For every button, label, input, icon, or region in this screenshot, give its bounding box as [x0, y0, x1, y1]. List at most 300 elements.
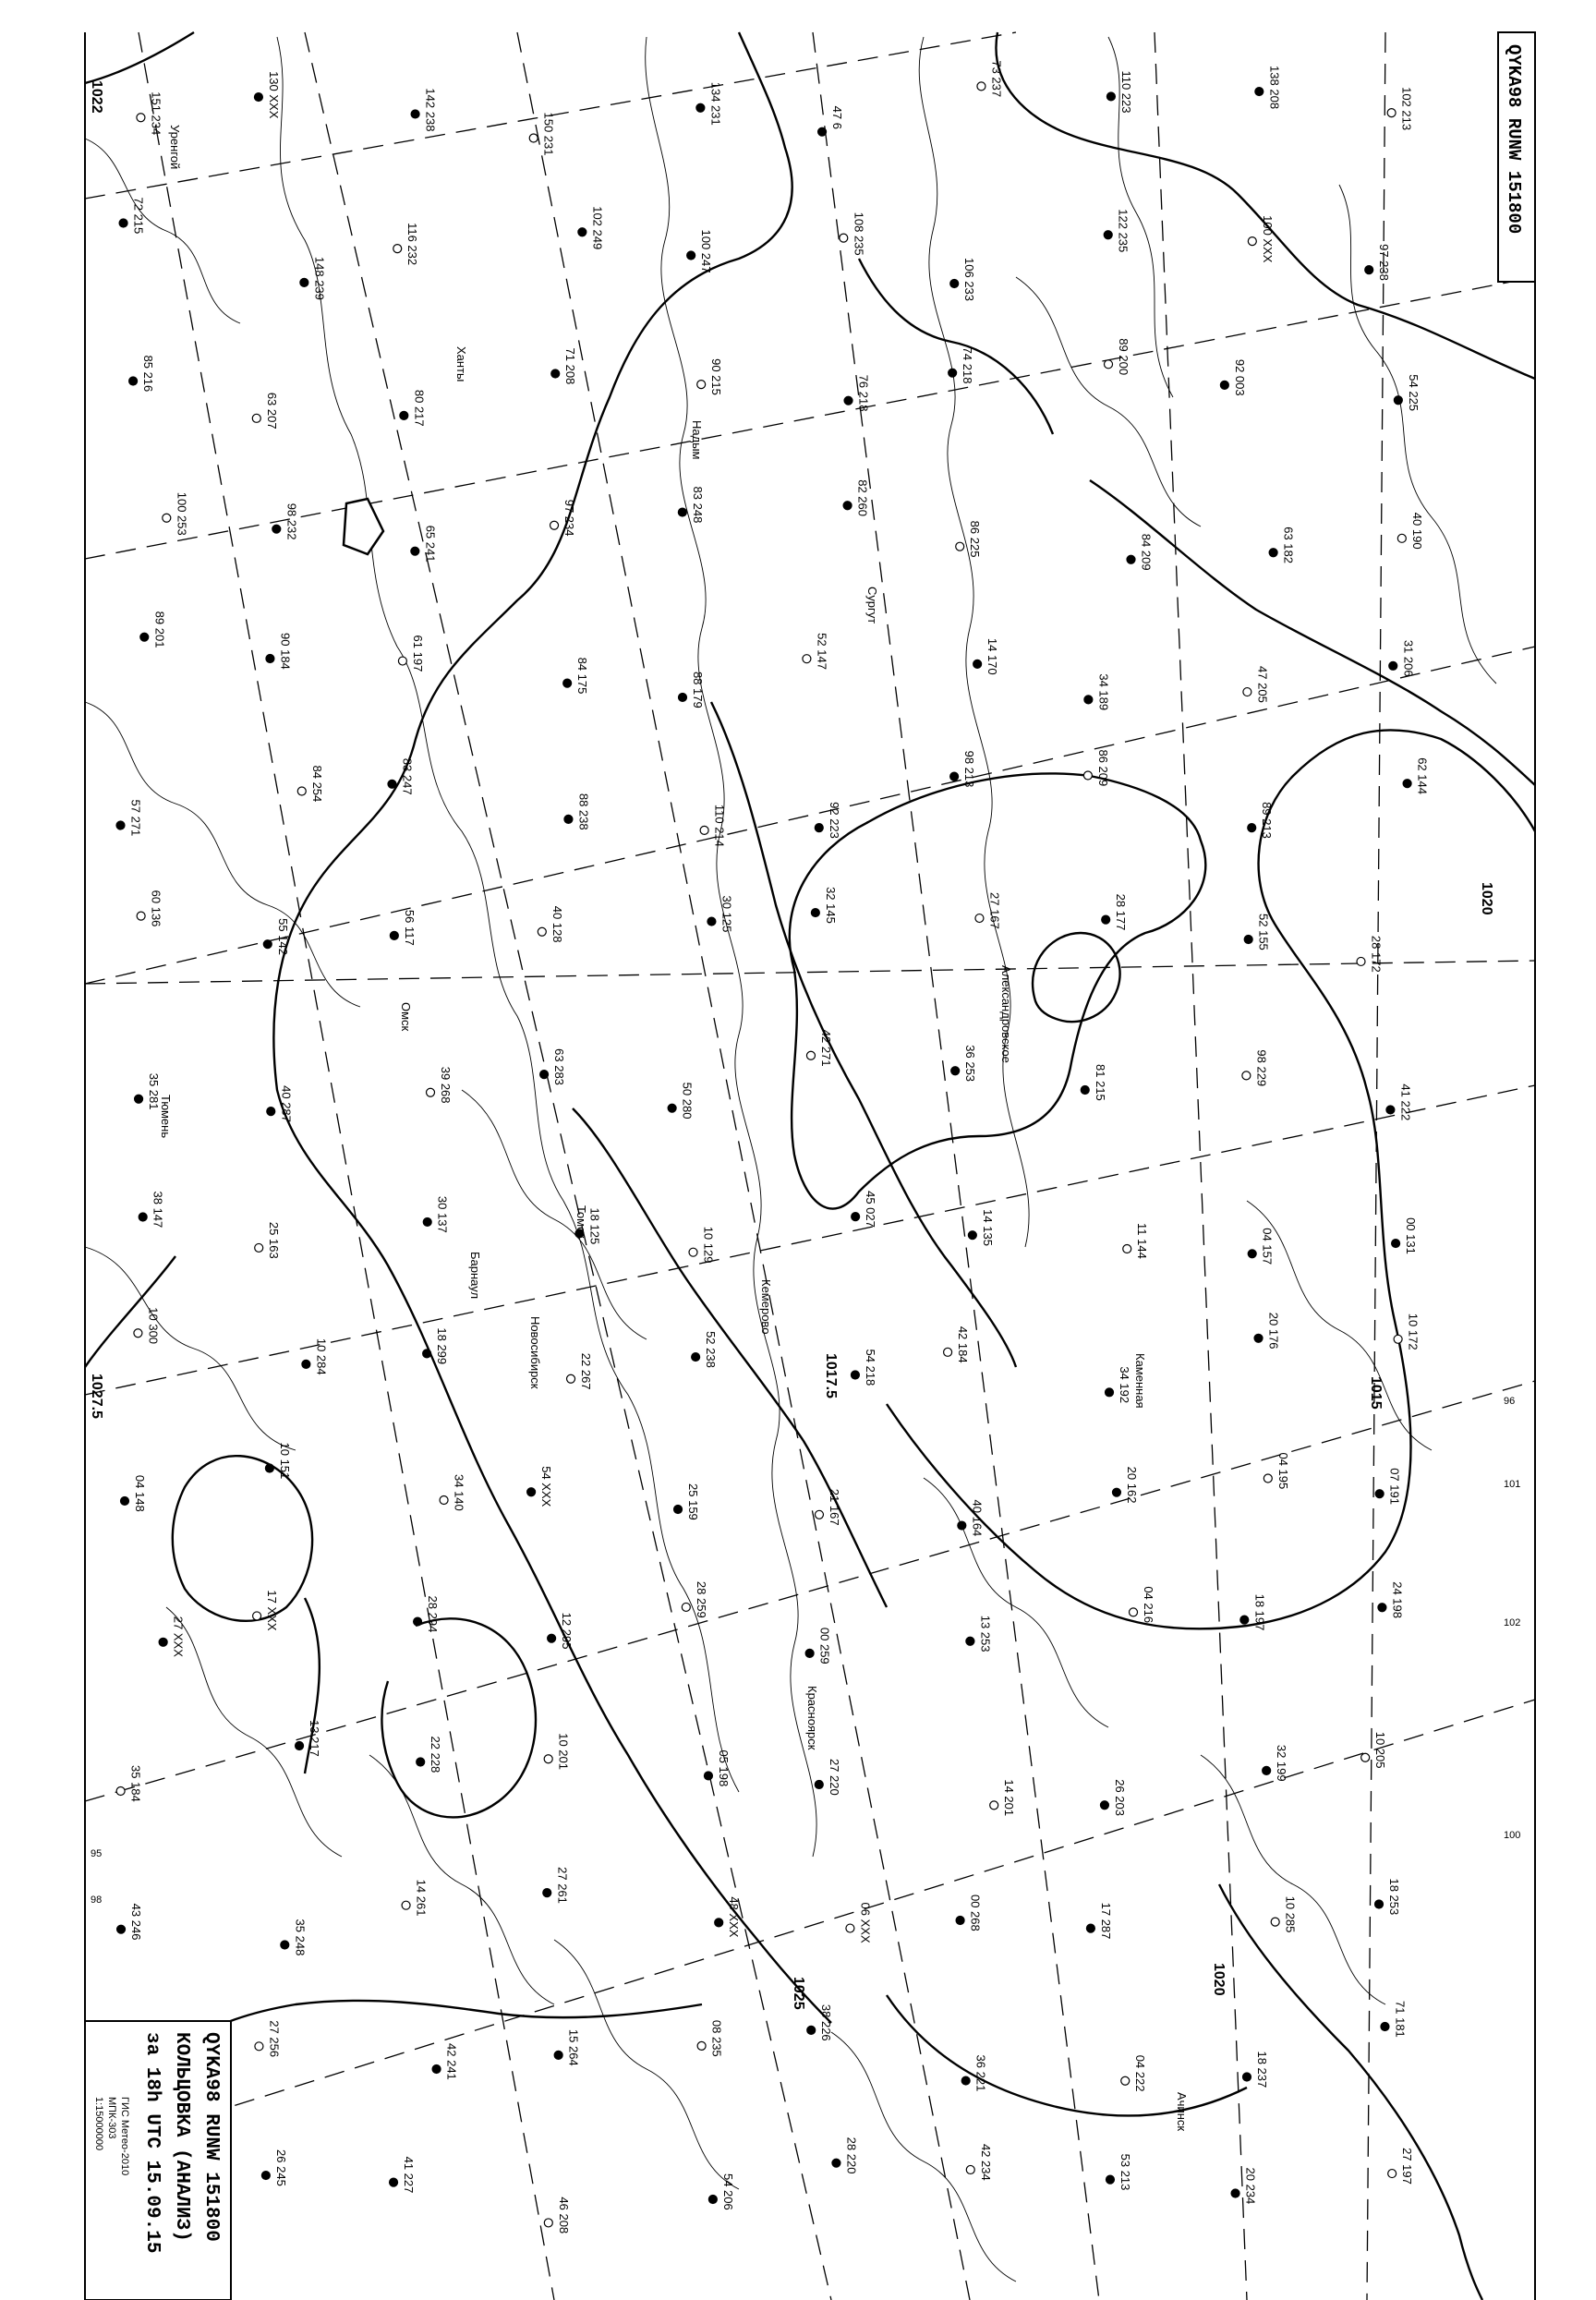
station-dot: [1123, 1245, 1131, 1253]
station-dot: [398, 657, 406, 665]
station-dot: [1357, 957, 1365, 965]
station-dot: [255, 2042, 263, 2051]
station-dot: [843, 502, 852, 510]
station-code: 84 209: [1139, 533, 1154, 571]
station-dot: [704, 1772, 712, 1780]
station-dot: [543, 1889, 551, 1897]
station-dot: [1086, 1924, 1094, 1932]
station-code: 11 144: [1135, 1223, 1150, 1259]
station-code: 148 239: [312, 256, 327, 300]
station-code: 31 206: [1401, 639, 1416, 677]
station-code: 04 216: [1142, 1586, 1156, 1624]
station-code: 04 222: [1133, 2054, 1148, 2092]
station-code: 08 235: [709, 2019, 724, 2057]
edge-value: 102: [1504, 1617, 1521, 1628]
station-code: 17 XXX: [265, 1590, 280, 1631]
station-code: 26 245: [273, 2149, 288, 2186]
station-code: 62 144: [1415, 757, 1430, 794]
place-name: Томск: [574, 1205, 588, 1239]
station-code: 86 225: [968, 520, 983, 558]
station-code: 57 271: [128, 799, 143, 837]
station-dot: [990, 1801, 998, 1810]
station-code: 88 179: [691, 671, 706, 708]
station-code: 13 253: [978, 1615, 993, 1652]
station-dot: [1394, 1335, 1402, 1343]
station-code: 12 295: [560, 1612, 574, 1650]
station-dot: [121, 1496, 129, 1505]
station-dot: [1365, 266, 1373, 274]
station-code: 45 027: [864, 1191, 878, 1228]
station-code: 52 147: [815, 633, 829, 670]
station-dot: [1240, 1616, 1249, 1624]
footer-line: МПК-303: [106, 2097, 117, 2139]
station-code: 100 XXX: [1260, 215, 1275, 263]
station-code: 22 228: [429, 1736, 443, 1773]
station-code: 28 294: [426, 1595, 441, 1633]
station-code: 34 189: [1096, 673, 1111, 711]
station-code: 10 151: [277, 1442, 292, 1480]
station-code: 20 234: [1243, 2167, 1258, 2205]
title-name: КОЛЬЦОВКА (АНАЛИЗ): [171, 2032, 192, 2242]
station-code: 17 287: [1098, 1902, 1113, 1940]
station-dot: [427, 1088, 435, 1096]
station-dot: [1244, 936, 1252, 944]
station-dot: [807, 2026, 816, 2034]
station-dot: [961, 2076, 970, 2085]
station-dot: [815, 824, 823, 832]
station-code: 73 237: [989, 60, 1004, 98]
station-code: 04 195: [1276, 1452, 1290, 1490]
station-code: 54 XXX: [539, 1466, 554, 1507]
station-code: 34 192: [1118, 1366, 1132, 1404]
station-dot: [815, 1780, 823, 1788]
station-dot: [140, 633, 149, 641]
station-code: 82 260: [855, 479, 870, 516]
station-dot: [707, 917, 716, 926]
station-dot: [1269, 549, 1277, 557]
station-code: 54 206: [720, 2173, 735, 2210]
station-code: 18 253: [1387, 1878, 1402, 1916]
station-dot: [1361, 1753, 1370, 1761]
place-name: Уренгой: [168, 125, 182, 170]
station-dot: [944, 1348, 952, 1356]
station-code: 10 285: [1283, 1895, 1298, 1933]
station-code: 90 215: [709, 358, 724, 395]
station-code: 05 198: [716, 1749, 731, 1787]
station-dot: [1242, 2073, 1251, 2081]
station-dot: [678, 508, 686, 516]
station-dot: [388, 780, 396, 788]
station-code: 35 281: [147, 1072, 162, 1110]
station-dot: [696, 103, 705, 112]
isobar-label-1017-5: 1017.5: [823, 1353, 839, 1398]
station-dot: [1105, 360, 1113, 369]
station-dot: [1127, 555, 1135, 563]
station-code: 100 253: [175, 491, 189, 536]
station-code: 98 232: [284, 502, 299, 540]
station-dot: [1112, 1488, 1120, 1496]
station-dot: [529, 134, 538, 142]
station-dot: [818, 127, 827, 136]
station-dot: [393, 245, 402, 253]
station-dot: [973, 660, 982, 668]
station-code: 42 241: [444, 2043, 459, 2080]
station-code: 00 268: [968, 1894, 983, 1931]
station-code: 134 231: [708, 81, 723, 126]
place-name: Ачинск: [1175, 2092, 1189, 2132]
station-dot: [139, 1213, 147, 1221]
station-dot: [679, 693, 687, 701]
station-dot: [811, 909, 819, 917]
station-dot: [1083, 771, 1092, 780]
station-dot: [851, 1371, 859, 1379]
station-code: 71 208: [563, 347, 578, 385]
station-dot: [116, 1786, 125, 1795]
station-dot: [1264, 1474, 1272, 1483]
station-code: 53 213: [1118, 2153, 1132, 2191]
station-dot: [803, 655, 811, 663]
station-dot: [668, 1104, 676, 1112]
station-dot: [423, 1350, 431, 1358]
station-dot: [1389, 661, 1397, 670]
station-dot: [390, 931, 398, 939]
station-code: 52 155: [1256, 914, 1271, 950]
station-code: 110 214: [712, 804, 727, 847]
station-dot: [402, 1901, 410, 1909]
station-code: 10 201: [556, 1733, 571, 1770]
station-code: 47 6: [830, 105, 845, 130]
station-code: 86 209: [1095, 749, 1110, 787]
station-code: 102 213: [1399, 87, 1414, 131]
station-code: 42 184: [956, 1326, 971, 1363]
station-dot: [119, 219, 127, 227]
station-code: 22 267: [579, 1352, 594, 1390]
station-dot: [1381, 2023, 1389, 2031]
station-dot: [554, 2051, 562, 2059]
station-dot: [832, 2159, 840, 2167]
edge-value: 101: [1504, 1479, 1521, 1490]
isobar-label-1025: 1025: [791, 1977, 806, 2010]
station-dot: [137, 912, 145, 920]
station-code: 110 223: [1118, 70, 1133, 114]
station-dot: [417, 1758, 425, 1766]
station-code: 102 249: [590, 206, 605, 250]
station-code: 04 148: [133, 1474, 148, 1512]
station-code: 40 190: [1409, 512, 1424, 550]
station-code: 18 299: [435, 1327, 450, 1365]
station-code: 108 235: [852, 212, 866, 256]
station-dot: [682, 1603, 690, 1611]
station-code: 83 248: [690, 486, 705, 524]
station-dot: [135, 1095, 143, 1103]
station-code: 84 175: [575, 657, 590, 695]
station-code: 30 137: [435, 1195, 450, 1233]
station-code: 72 215: [131, 197, 146, 235]
station-dot: [1378, 1604, 1386, 1612]
station-code: 151 234: [149, 91, 163, 136]
station-code: 55 142: [275, 918, 290, 955]
place-name: Александровское: [999, 965, 1013, 1063]
station-code: 48 XXX: [727, 1896, 742, 1938]
station-dot: [840, 234, 848, 242]
station-dot: [538, 927, 546, 936]
station-code: 76 218: [856, 374, 871, 412]
station-code: 18 125: [587, 1207, 602, 1245]
station-dot: [975, 914, 984, 923]
station-dot: [414, 1617, 422, 1626]
station-code: 27 197: [1400, 2148, 1415, 2185]
station-code: 97 238: [1377, 244, 1392, 281]
station-dot: [1106, 92, 1115, 101]
place-name: Ханты: [454, 346, 468, 382]
station-dot: [1104, 231, 1112, 239]
station-dot: [254, 93, 262, 102]
station-dot: [129, 377, 138, 385]
station-dot: [544, 1755, 552, 1763]
place-name: Барнаул: [468, 1252, 482, 1300]
station-dot: [400, 411, 408, 419]
station-dot: [255, 1243, 263, 1252]
station-code: 28 177: [1114, 893, 1129, 931]
station-dot: [272, 525, 281, 533]
station-dot: [977, 82, 985, 91]
station-dot: [564, 815, 573, 823]
station-dot: [296, 1742, 304, 1750]
header-top-box: [1498, 32, 1535, 282]
station-code: 65 241: [423, 525, 438, 563]
station-dot: [390, 2178, 398, 2186]
station-dot: [548, 1634, 556, 1642]
station-code: 14 201: [1002, 1779, 1017, 1817]
station-code: 28 172: [1369, 935, 1384, 973]
station-code: 14 135: [980, 1209, 995, 1246]
station-dot: [956, 542, 964, 551]
station-code: 10 205: [1373, 1731, 1388, 1769]
station-code: 10 284: [314, 1338, 329, 1375]
station-code: 142 238: [423, 88, 438, 132]
footer-line: 1:15000000: [93, 2097, 104, 2151]
place-name: Тюмень: [159, 1095, 173, 1139]
station-code: 21 167: [827, 1488, 841, 1526]
station-dot: [440, 1496, 448, 1505]
edge-value: 95: [91, 1848, 103, 1859]
station-code: 40 164: [970, 1499, 985, 1537]
station-dot: [117, 1925, 126, 1933]
station-dot: [692, 1353, 700, 1362]
station-dot: [134, 1329, 142, 1338]
station-dot: [253, 1612, 261, 1620]
station-code: 42 234: [978, 2143, 993, 2181]
station-code: 63 182: [1281, 527, 1296, 563]
station-code: 30 125: [719, 895, 734, 933]
station-code: 14 170: [985, 637, 1000, 675]
isobar-label-1015: 1015: [1368, 1376, 1384, 1410]
station-code: 10 129: [701, 1226, 716, 1264]
station-code: 90 184: [278, 633, 293, 670]
station-dot: [1243, 688, 1251, 696]
station-dot: [1248, 237, 1256, 246]
station-code: 60 136: [149, 890, 163, 927]
place-name: Кемерово: [759, 1279, 773, 1335]
station-code: 32 145: [823, 887, 838, 924]
station-code: 06 XXX: [858, 1902, 873, 1943]
station-code: 40 128: [550, 905, 564, 943]
station-code: 54 218: [863, 1349, 877, 1386]
station-code: 85 216: [141, 355, 156, 393]
station-dot: [1392, 1240, 1400, 1248]
station-code: 74 218: [961, 346, 975, 384]
station-dot: [563, 679, 572, 687]
station-dot: [1263, 1766, 1271, 1774]
station-dot: [697, 2041, 706, 2050]
station-code: 27 220: [827, 1758, 841, 1796]
station-dot: [1375, 1490, 1384, 1498]
station-code: 20 162: [1124, 1466, 1139, 1504]
place-name: Новосибирск: [528, 1316, 542, 1389]
station-dot: [567, 1374, 575, 1383]
station-code: 98 229: [1254, 1049, 1269, 1087]
station-dot: [1081, 1086, 1089, 1095]
station-code: 10 172: [1406, 1313, 1421, 1350]
station-code: 41 222: [1398, 1083, 1413, 1121]
station-code: 04 157: [1260, 1228, 1275, 1265]
station-dot: [1130, 1608, 1138, 1616]
station-dot: [1106, 1388, 1114, 1397]
station-dot: [527, 1488, 536, 1496]
station-code: 47 205: [1255, 666, 1270, 703]
station-code: 130 XXX: [266, 71, 281, 119]
station-dot: [423, 1217, 431, 1226]
station-dot: [1254, 1334, 1263, 1342]
station-dot: [1106, 2175, 1114, 2184]
station-code: 46 208: [556, 2197, 571, 2234]
station-code: 38 147: [151, 1191, 165, 1229]
station-code: 116 232: [405, 223, 420, 266]
station-dot: [1386, 1106, 1395, 1114]
station-dot: [1375, 1900, 1384, 1908]
station-dot: [949, 369, 957, 377]
station-code: 10 300: [146, 1307, 161, 1345]
station-dot: [950, 279, 959, 287]
station-dot: [697, 381, 706, 389]
station-code: 106 233: [962, 257, 977, 301]
station-dot: [578, 228, 586, 236]
station-code: 18 197: [1252, 1593, 1267, 1631]
station-code: 15 264: [566, 2028, 581, 2066]
station-code: 20 176: [1266, 1312, 1281, 1350]
station-dot: [687, 251, 695, 260]
station-dot: [968, 1231, 976, 1240]
header-top-code: QYKA98 RUNW 151800: [1504, 44, 1524, 235]
station-dot: [551, 369, 560, 378]
station-dot: [432, 2065, 441, 2074]
station-code: 42 271: [818, 1029, 833, 1067]
station-dot: [159, 1638, 167, 1646]
station-code: 81 215: [1093, 1064, 1107, 1101]
station-dot: [411, 547, 419, 555]
place-name: Сургут: [865, 587, 879, 624]
station-dot: [674, 1506, 683, 1514]
station-code: 83 247: [400, 757, 415, 795]
station-code: 54 225: [1406, 374, 1421, 412]
station-code: 89 213: [1260, 802, 1275, 839]
isobar-label-1020-bottom: 1020: [1211, 1963, 1227, 1996]
station-code: 26 203: [1112, 1779, 1127, 1816]
station-dot: [958, 1521, 966, 1530]
station-code: 25 159: [686, 1483, 701, 1520]
station-dot: [844, 396, 852, 405]
station-dot: [137, 114, 145, 122]
station-code: 32 199: [1275, 1744, 1289, 1782]
station-dot: [1084, 696, 1093, 704]
station-dot: [281, 1941, 289, 1949]
station-code: 36 253: [963, 1045, 978, 1083]
station-dot: [1387, 109, 1396, 117]
station-dot: [411, 110, 419, 118]
station-dot: [815, 1510, 823, 1519]
station-code: 24 198: [1390, 1581, 1405, 1619]
station-dot: [956, 1916, 964, 1924]
place-name: Красноярск: [805, 1686, 819, 1750]
station-dot: [1100, 1801, 1108, 1810]
edge-value: 98: [91, 1894, 103, 1906]
edge-value: 100: [1504, 1830, 1521, 1841]
station-dot: [1242, 1071, 1251, 1080]
station-code: 138 208: [1267, 66, 1282, 110]
station-dot: [163, 514, 171, 522]
station-code: 25 163: [267, 1221, 282, 1259]
station-dot: [302, 1360, 310, 1368]
station-code: 14 261: [414, 1879, 429, 1917]
station-code: 41 227: [402, 2156, 417, 2194]
station-code: 00 259: [817, 1627, 832, 1664]
station-dot: [966, 1637, 974, 1645]
station-code: 63 207: [264, 392, 279, 430]
station-dot: [1388, 2170, 1396, 2178]
station-dot: [540, 1071, 549, 1079]
station-code: 92 003: [1232, 358, 1247, 396]
station-code: 27 167: [987, 892, 1002, 929]
station-code: 56 117: [402, 909, 417, 946]
station-code: 27 256: [267, 2020, 282, 2058]
station-dot: [116, 821, 125, 829]
station-dot: [1397, 534, 1406, 542]
station-dot: [1102, 915, 1110, 924]
station-code: 13 217: [308, 1720, 322, 1757]
station-code: 89 200: [1117, 338, 1131, 376]
isobar-label-1020-top: 1020: [1479, 882, 1494, 915]
station-dot: [1248, 824, 1256, 832]
station-code: 43 246: [129, 1903, 144, 1941]
station-code: 89 201: [152, 611, 167, 648]
station-dot: [1394, 396, 1402, 405]
isobar-label-1027-5: 1027.5: [89, 1374, 104, 1419]
station-dot: [263, 940, 272, 949]
footer-line: ГИС Метео-2010: [119, 2097, 130, 2176]
station-dot: [1220, 381, 1228, 389]
title-time: за 18h UTC 15.09.15: [141, 2032, 163, 2254]
isobar-label-1022: 1022: [89, 80, 104, 114]
station-code: 18 237: [1254, 2051, 1269, 2088]
station-dot: [297, 787, 306, 795]
station-code: 38 226: [819, 2003, 834, 2041]
station-code: 88 238: [576, 793, 591, 830]
station-code: 35 248: [293, 1919, 308, 1956]
station-dot: [300, 278, 308, 286]
station-code: 100 247: [699, 229, 714, 273]
station-dot: [708, 2195, 717, 2203]
station-dot: [1255, 88, 1264, 96]
